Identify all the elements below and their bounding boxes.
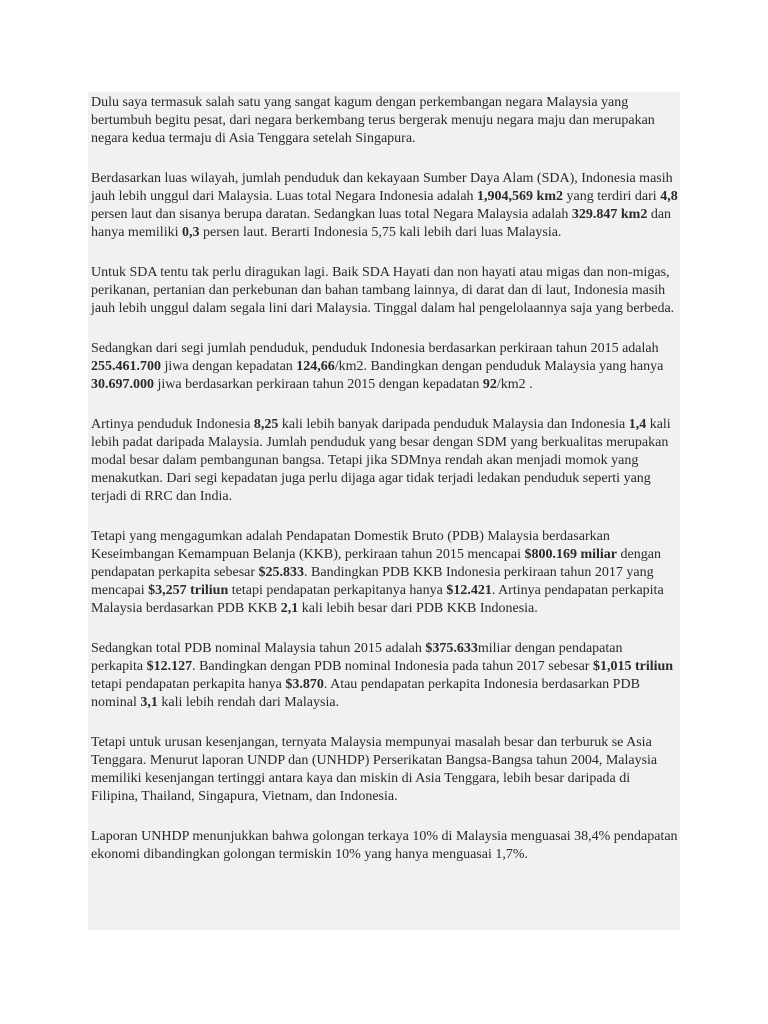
paragraph-9 (91, 828, 678, 864)
emphasized-figure: $25.833 (258, 565, 305, 580)
paragraph-text: dan hanya memiliki (91, 207, 672, 240)
paragraph-6 (91, 528, 678, 618)
paragraph-text: . Bandingkan PDB KKB Indonesia perkiraan tahun 2017 yang mencapai (91, 565, 654, 598)
emphasized-figure: 0,3 (181, 225, 200, 240)
paragraph-text: Dulu saya termasuk salah satu yang sangat kagum dengan perkembangan negara Malaysia yang bertumbuh begitu pesat, dari negara berkembang terus bergerak menuju negara maju dan merupakan negara kedua termaju di Asia Tenggara setelah Singapura. (91, 95, 655, 146)
paragraph-text: /km2. Bandingkan dengan penduduk Malaysia yang hanya (334, 359, 664, 374)
emphasized-figure: $12.127 (146, 659, 193, 674)
paragraph-text: yang terdiri dari (563, 189, 661, 204)
paragraph-text: persen laut dan sisanya berupa daratan. Sedangkan luas total Negara Malaysia adalah (91, 207, 572, 222)
paragraph-5 (91, 416, 678, 506)
paragraph-text: Laporan UNHDP menunjukkan bahwa golongan terkaya 10% di Malaysia menguasai 38,4% pendapatan ekonomi dibandingkan golongan termiskin 10% yang hanya menguasai 1,7%. (91, 829, 678, 862)
emphasized-figure: $800.169 miliar (524, 547, 618, 562)
emphasized-figure: 2,1 (280, 601, 299, 616)
paragraph-text: Berdasarkan luas wilayah, jumlah penduduk dan kekayaan Sumber Daya Alam (SDA), Indonesia masih jauh lebih unggul dari Malaysia. Luas total Negara Indonesia adalah (91, 171, 673, 204)
paragraph-text: /km2 . (496, 377, 533, 392)
paragraph-text: . Artinya pendapatan perkapita Malaysia berdasarkan PDB KKB (91, 583, 664, 616)
paragraph-7 (91, 640, 678, 712)
emphasized-figure: 92 (482, 377, 497, 392)
paragraph-2 (91, 170, 678, 242)
emphasized-figure: 1,904,569 km2 (477, 189, 563, 204)
paragraph-text: kali lebih padat daripada Malaysia. Jumlah penduduk yang besar dengan SDM yang berkualitas merupakan modal besar dalam pembangunan bangsa. Tetapi jika SDMnya rendah akan menjadi momok yang menakutkan. Dari segi kepadatan juga perlu dijaga agar tidak terjadi ledakan penduduk seperti yang terjadi di RRC dan India. (91, 417, 671, 504)
paragraph-text: kali lebih banyak daripada penduduk Malaysia dan Indonesia (278, 417, 629, 432)
paragraph-text: Tetapi untuk urusan kesenjangan, ternyata Malaysia mempunyai masalah besar dan terburuk se Asia Tenggara. Menurut laporan UNDP dan (UNHDP) Perserikatan Bangsa-Bangsa tahun 2004, Malaysia memiliki kesenjangan tertinggi antara kaya dan miskin di Asia Tenggara, lebih besar daripada di Filipina, Thailand, Singapura, Vietnam, dan Indonesia. (91, 735, 658, 804)
paragraph-text: Tetapi yang mengagumkan adalah Pendapatan Domestik Bruto (PDB) Malaysia berdasarkan Keseimbangan Kemampuan Belanja (KKB), perkiraan tahun 2015 mencapai (91, 529, 610, 562)
paragraph-text: tetapi pendapatan perkapitanya hanya (228, 583, 447, 598)
emphasized-figure: 30.697.000 (91, 377, 154, 392)
emphasized-figure: 124,66 (296, 359, 335, 374)
paragraph-text: kali lebih rendah dari Malaysia. (157, 695, 340, 710)
paragraph-text: Sedangkan total PDB nominal Malaysia tahun 2015 adalah (91, 641, 426, 656)
emphasized-figure: 4,8 (660, 189, 678, 204)
paragraph-text: dengan pendapatan perkapita sebesar (91, 547, 661, 580)
emphasized-figure: 255.461.700 (91, 359, 161, 374)
paragraph-3 (91, 264, 678, 318)
paragraph-1 (91, 94, 678, 148)
emphasized-figure: $3.870 (285, 677, 324, 692)
paragraph-text: tetapi pendapatan perkapita hanya (91, 677, 286, 692)
paragraph-text: jiwa dengan kepadatan (161, 359, 297, 374)
emphasized-figure: $12.421 (446, 583, 492, 598)
emphasized-figure: $3,257 triliun (148, 583, 229, 598)
paragraph-4 (91, 340, 678, 394)
paragraph-text: Artinya penduduk Indonesia (91, 417, 254, 432)
paragraph-8 (91, 734, 678, 806)
paragraph-text: Untuk SDA tentu tak perlu diragukan lagi. Baik SDA Hayati dan non hayati atau migas dan non-migas, perikanan, pertanian dan perkebunan dan bahan tambang lainnya, di darat dan di laut, Indonesia masih jauh lebih unggul dalam segala lini dari Malaysia. Tinggal dalam hal pengelolaannya saja yang berbeda. (91, 265, 675, 316)
paragraph-text: Sedangkan dari segi jumlah penduduk, penduduk Indonesia berdasarkan perkiraan tahun 2015 adalah (91, 341, 659, 356)
emphasized-figure: $1,015 triliun (592, 659, 674, 674)
paragraph-text: jiwa berdasarkan perkiraan tahun 2015 dengan kepadatan (154, 377, 483, 392)
paragraph-text: miliar dengan pendapatan perkapita (91, 641, 623, 674)
paragraph-text: kali lebih besar dari PDB KKB Indonesia. (298, 601, 538, 616)
emphasized-figure: 8,25 (253, 417, 279, 432)
emphasized-figure: $375.633 (425, 641, 478, 656)
article-body (88, 92, 680, 930)
paragraph-text: . Bandingkan dengan PDB nominal Indonesia pada tahun 2017 sebesar (192, 659, 593, 674)
paragraph-text: . Atau pendapatan perkapita Indonesia berdasarkan PDB nominal (91, 677, 640, 710)
emphasized-figure: 1,4 (628, 417, 647, 432)
emphasized-figure: 329.847 km2 (571, 207, 648, 222)
emphasized-figure: 3,1 (140, 695, 158, 710)
paragraph-text: persen laut. Berarti Indonesia 5,75 kali lebih dari luas Malaysia. (199, 225, 562, 240)
